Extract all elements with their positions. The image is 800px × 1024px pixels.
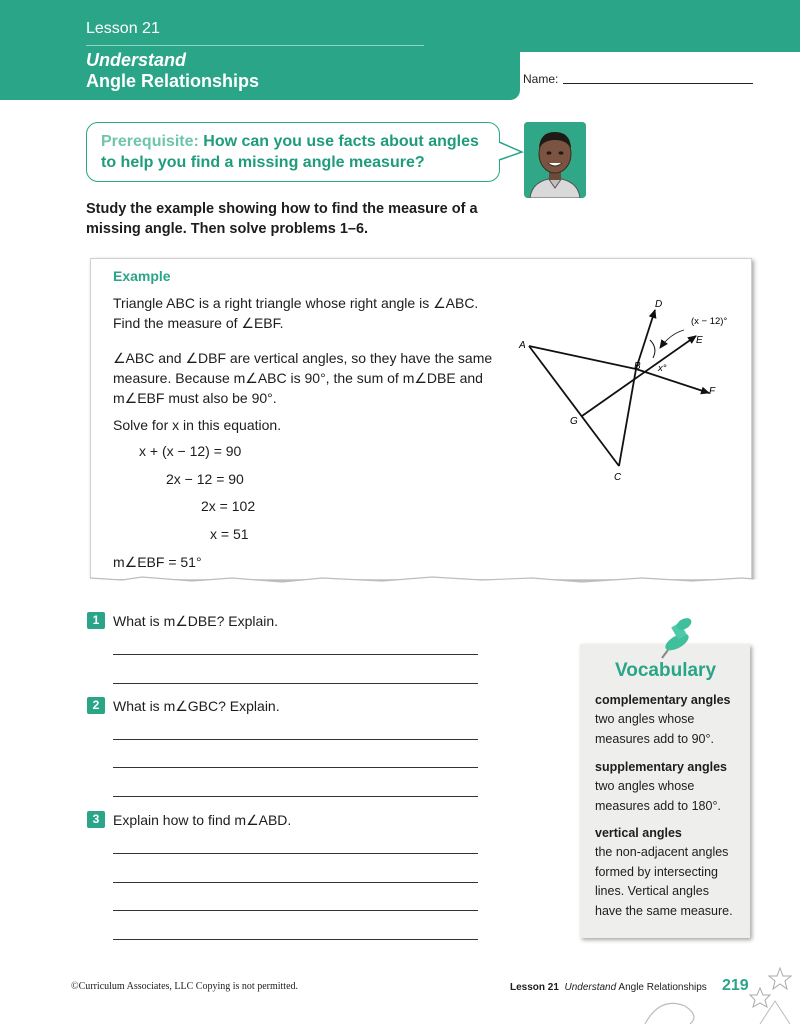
footer-lesson-number: Lesson 21: [510, 982, 559, 993]
angle-arc: [650, 340, 655, 358]
question-text: What is m∠GBC? Explain.: [113, 698, 280, 714]
footer-lesson-italic: Understand: [564, 982, 617, 993]
angle-arc-arrow: [660, 330, 684, 348]
vocab-definition-line: the non-adjacent angles: [595, 845, 729, 859]
ray-bf: [636, 369, 709, 393]
question-number: 2: [87, 697, 105, 714]
answer-line[interactable]: [113, 853, 478, 854]
ray-ge: [582, 336, 696, 416]
prerequisite-question: How can you use facts about angles to help you find a missing angle measure?: [101, 133, 479, 171]
equation-line: x + (x − 12) = 90: [139, 443, 242, 459]
name-field-line[interactable]: [563, 83, 753, 84]
answer-line[interactable]: [113, 910, 478, 911]
answer-line[interactable]: [113, 767, 478, 768]
vocab-definition-line: formed by intersecting: [595, 865, 718, 879]
lesson-title-italic: Understand: [86, 50, 187, 70]
name-label: Name:: [523, 72, 559, 86]
example-text-line: Triangle ABC is a right triangle whose right angle is ∠ABC.: [113, 295, 479, 311]
vocab-definition-line: measures add to 180°.: [595, 799, 721, 813]
vocab-term: vertical angles: [595, 826, 682, 840]
vocab-definition-line: measures add to 90°.: [595, 732, 714, 746]
answer-line[interactable]: [113, 796, 478, 797]
copyright-notice: ©Curriculum Associates, LLC Copying is not permitted.: [71, 981, 299, 992]
question-text: Explain how to find m∠ABD.: [113, 812, 292, 828]
answer-line[interactable]: [113, 654, 478, 655]
point-label-f: F: [709, 386, 716, 397]
segment-ac: [529, 346, 619, 466]
example-text-line: measure. Because m∠ABC is 90°, the sum of m∠DBE and: [113, 370, 483, 386]
example-result: m∠EBF = 51°: [113, 554, 202, 570]
point-label-g: G: [570, 416, 578, 427]
question-text: What is m∠DBE? Explain.: [113, 613, 279, 629]
equation-line: x = 51: [210, 526, 249, 542]
lesson-number: Lesson 21: [86, 20, 160, 37]
vocab-definition-line: have the same measure.: [595, 904, 733, 918]
speech-bubble-tail: [496, 140, 526, 164]
vocabulary-title: Vocabulary: [615, 660, 717, 681]
decorative-stars-icon: [640, 966, 800, 1024]
prerequisite-bubble: [86, 122, 500, 182]
question-number: 1: [87, 612, 105, 629]
point-label-b: B: [634, 361, 641, 372]
point-label-c: C: [614, 472, 622, 483]
header-divider: [86, 45, 424, 46]
equation-line: 2x = 102: [201, 498, 256, 514]
page-number: 219: [722, 977, 749, 994]
example-text-line: Solve for x in this equation.: [113, 417, 282, 433]
lesson-title: Angle Relationships: [86, 71, 260, 91]
footer-lesson-rest: Angle Relationships: [618, 982, 707, 993]
example-text-line: ∠ABC and ∠DBF are vertical angles, so they have the same: [113, 350, 493, 366]
example-text-line: Find the measure of ∠EBF.: [113, 315, 284, 331]
student-avatar: [524, 122, 586, 198]
point-label-a: A: [519, 340, 526, 351]
instructions: Study the example showing how to find the measure of a missing angle. Then solve problems 1–6.: [86, 201, 478, 237]
example-label: Example: [113, 268, 171, 284]
answer-line[interactable]: [113, 739, 478, 740]
angle-diagram: [510, 290, 750, 490]
torn-edge: [82, 568, 762, 590]
segment-ab: [529, 346, 636, 369]
example-text-line: m∠EBF must also be 90°.: [113, 390, 277, 406]
prerequisite-label: Prerequisite:: [101, 133, 199, 150]
answer-line[interactable]: [113, 683, 478, 684]
point-label-e: E: [696, 335, 703, 346]
angle-label-dbe: (x − 12)°: [691, 316, 728, 327]
angle-label-ebf: x°: [658, 363, 667, 374]
vocab-definition-line: lines. Vertical angles: [595, 884, 709, 898]
vocab-term: complementary angles: [595, 693, 731, 707]
answer-line[interactable]: [113, 882, 478, 883]
point-label-d: D: [655, 299, 663, 310]
vocab-definition-line: two angles whose: [595, 779, 695, 793]
equation-line: 2x − 12 = 90: [166, 471, 244, 487]
vocab-definition-line: two angles whose: [595, 712, 695, 726]
answer-line[interactable]: [113, 939, 478, 940]
question-number: 3: [87, 811, 105, 828]
vocab-term: supplementary angles: [595, 760, 727, 774]
name-area: [520, 52, 800, 100]
header-band: [0, 0, 520, 100]
pushpin-icon: [656, 616, 696, 660]
